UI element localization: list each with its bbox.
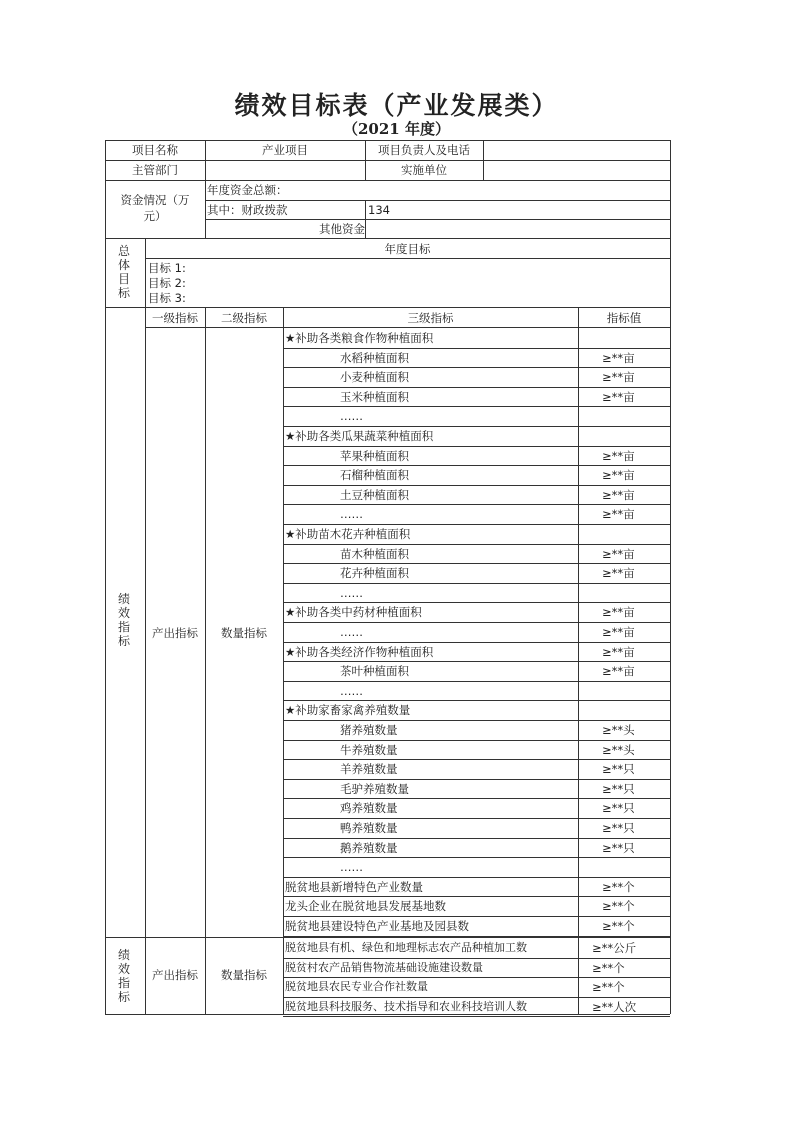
- perf2-level1: 产出指标: [152, 968, 198, 982]
- perf-row-text: 小麦种植面积: [340, 370, 409, 385]
- grid-line: [283, 740, 670, 741]
- grid-line: [365, 140, 366, 180]
- perf-row-text: ……: [340, 683, 363, 698]
- grid-line: [145, 258, 670, 259]
- grid-line: [283, 877, 670, 878]
- grid-line: [283, 524, 670, 525]
- perf-row-value: ≥**亩: [602, 546, 635, 561]
- perf-row-text: ★补助苗木花卉种植面积: [285, 527, 411, 541]
- perf-row-text: ★补助各类粮食作物种植面积: [285, 331, 434, 345]
- perf-row-text: ……: [340, 860, 363, 875]
- goal-1: 目标 1:: [148, 261, 186, 275]
- grid-line: [283, 563, 670, 564]
- grid-line: [283, 602, 670, 603]
- grid-line: [283, 348, 670, 349]
- grid-line: [283, 779, 670, 780]
- col-level3: 三级指标: [407, 311, 454, 325]
- grid-line: [365, 200, 366, 238]
- grid-line: [283, 896, 670, 897]
- grid-line: [283, 1016, 670, 1017]
- perf-row-text: 鹅养殖数量: [340, 840, 398, 855]
- annual-goal-label: 年度目标: [384, 242, 431, 256]
- grid-line: [483, 140, 484, 160]
- perf-row-text: 鸭养殖数量: [340, 821, 398, 835]
- perf-row-value: ≥**亩: [602, 566, 635, 581]
- perf-level2: 数量指标: [221, 626, 267, 640]
- fiscal-value: 134: [368, 203, 390, 217]
- perf-row-text: 龙头企业在脱贫地县发展基地数: [285, 899, 446, 914]
- grid-line: [283, 465, 670, 466]
- grid-line: [105, 160, 670, 161]
- perf-row-value: ≥**个: [602, 919, 635, 933]
- grid-line: [283, 681, 670, 682]
- page-title: 绩效目标表（产业发展类）: [234, 91, 559, 120]
- perf-row-value: ≥**个: [602, 899, 635, 914]
- perf2-row-value: ≥**个: [592, 980, 625, 994]
- grid-line: [283, 997, 670, 998]
- grid-line: [283, 700, 670, 701]
- grid-line: [483, 160, 484, 180]
- perf-row-value: ≥**亩: [602, 468, 635, 483]
- col-level1: 一级指标: [152, 311, 198, 325]
- perf2-row-value: ≥**公斤: [592, 941, 637, 955]
- perf-row-value: ≥**亩: [602, 350, 635, 365]
- perf-row-text: 猪养殖数量: [340, 723, 398, 737]
- perf-row-text: 毛驴养殖数量: [340, 781, 409, 796]
- perf2-row-value: ≥**个: [592, 960, 625, 975]
- perf-row-text: 牛养殖数量: [340, 742, 398, 757]
- grid-line: [205, 140, 206, 238]
- grid-line: [283, 642, 670, 643]
- perf-row-value: ≥**亩: [602, 487, 635, 502]
- perf2-row-text: 脱贫地县科技服务、技术指导和农业科技培训人数: [285, 999, 527, 1013]
- grid-line: [105, 937, 670, 938]
- annual-total-label: 年度资金总额：: [207, 183, 288, 197]
- impl-label: 实施单位: [401, 163, 447, 177]
- owner-label: 项目负责人及电话: [378, 143, 470, 157]
- funds-label: 资金情况（万元）: [120, 193, 190, 223]
- grid-line: [283, 485, 670, 486]
- dept-label: 主管部门: [132, 163, 178, 177]
- perf-row-text: 花卉种植面积: [340, 566, 409, 581]
- perf-row-text: 脱贫地县新增特色产业数量: [285, 879, 423, 894]
- grid-line: [205, 200, 670, 201]
- perf-row-value: ≥**亩: [602, 448, 635, 463]
- perf-level1: 产出指标: [152, 626, 198, 640]
- grid-line: [283, 426, 670, 427]
- perf-row-text: 玉米种植面积: [340, 389, 409, 404]
- perf-row-value: ≥**亩: [602, 664, 635, 679]
- grid-line: [283, 406, 670, 407]
- perf2-row-value: ≥**人次: [592, 999, 637, 1014]
- col-value: 指标值: [606, 311, 642, 325]
- perf-row-text: ★补助各类经济作物种植面积: [285, 644, 434, 659]
- perf-row-text: 石榴种植面积: [340, 468, 409, 483]
- perf-row-value: ≥**只: [602, 821, 635, 835]
- perf-row-text: 苹果种植面积: [340, 448, 409, 463]
- perf-row-text: ……: [340, 625, 363, 639]
- grid-line: [283, 838, 670, 839]
- perf2-row-text: 脱贫地县农民专业合作社数量: [285, 980, 428, 993]
- grid-line: [283, 818, 670, 819]
- goal-3: 目标 3:: [148, 291, 186, 305]
- perf2-row-text: 脱贫地县有机、绿色和地理标志农产品种植加工数: [285, 941, 527, 954]
- project-name-value: 产业项目: [262, 143, 308, 157]
- grid-line: [283, 977, 670, 978]
- grid-line: [105, 307, 670, 308]
- perf-row-value: ≥**亩: [602, 507, 635, 522]
- perf-row-value: ≥**头: [602, 742, 635, 757]
- perf-row-value: ≥**亩: [602, 644, 635, 659]
- grid-line: [283, 857, 670, 858]
- perf-row-value: ≥**只: [602, 762, 635, 777]
- perf-row-text: 苗木种植面积: [340, 546, 409, 561]
- perf-row-text: ★补助家畜家禽养殖数量: [285, 703, 411, 718]
- goal-2: 目标 2:: [148, 276, 186, 290]
- perf-row-value: ≥**头: [602, 723, 635, 737]
- perf2-label: 绩效指标: [117, 948, 130, 1004]
- grid-line: [283, 798, 670, 799]
- grid-line: [105, 1014, 670, 1015]
- project-name-label: 项目名称: [132, 143, 178, 157]
- perf-row-text: ……: [340, 585, 363, 600]
- perf2-row-text: 脱贫村农产品销售物流基础设施建设数量: [285, 960, 483, 974]
- grid-line: [105, 140, 106, 1014]
- col-level2: 二级指标: [221, 311, 267, 325]
- grid-line: [105, 238, 670, 239]
- grid-line: [283, 504, 670, 505]
- perf-row-value: ≥**只: [602, 781, 635, 796]
- grid-line: [283, 446, 670, 447]
- grid-line: [283, 367, 670, 368]
- perf-row-text: 羊养殖数量: [340, 762, 398, 777]
- perf-row-text: 土豆种植面积: [340, 487, 409, 502]
- page-subtitle: （2021 年度）: [343, 120, 450, 138]
- grid-line: [283, 958, 670, 959]
- grid-line: [205, 219, 670, 220]
- grid-line: [283, 387, 670, 388]
- overall-goal-label: 总体目标: [117, 244, 130, 300]
- perf-row-text: 脱贫地县建设特色产业基地及园县数: [285, 919, 469, 933]
- perf-row-value: ≥**只: [602, 801, 635, 816]
- fiscal-label: 其中：财政拨款: [207, 203, 288, 217]
- perf-row-text: ……: [340, 507, 363, 522]
- grid-line: [283, 544, 670, 545]
- perf-row-value: ≥**亩: [602, 370, 635, 385]
- grid-line: [145, 238, 146, 1014]
- grid-line: [105, 140, 670, 141]
- perf-row-text: 水稻种植面积: [340, 350, 409, 365]
- grid-line: [105, 180, 670, 181]
- other-funds-label: 其他资金: [319, 222, 365, 236]
- perf-label: 绩效指标: [117, 592, 130, 648]
- perf-row-text: 茶叶种植面积: [340, 664, 409, 679]
- perf-row-value: ≥**亩: [602, 605, 635, 620]
- grid-line: [283, 916, 670, 917]
- perf2-level2: 数量指标: [221, 968, 267, 982]
- grid-line: [283, 661, 670, 662]
- perf-row-value: ≥**只: [602, 840, 635, 855]
- perf-row-text: 鸡养殖数量: [340, 801, 398, 816]
- perf-row-value: ≥**亩: [602, 389, 635, 404]
- grid-line: [145, 327, 670, 328]
- grid-line: [283, 759, 670, 760]
- grid-line: [283, 720, 670, 721]
- perf-row-text: ……: [340, 409, 363, 424]
- grid-line: [283, 622, 670, 623]
- perf-row-value: ≥**个: [602, 879, 635, 894]
- grid-line: [283, 583, 670, 584]
- perf-row-text: ★补助各类瓜果蔬菜种植面积: [285, 429, 434, 443]
- grid-line: [205, 307, 206, 1014]
- grid-line: [670, 140, 671, 1014]
- perf-row-value: ≥**亩: [602, 625, 635, 639]
- perf-row-text: ★补助各类中药材种植面积: [285, 605, 422, 620]
